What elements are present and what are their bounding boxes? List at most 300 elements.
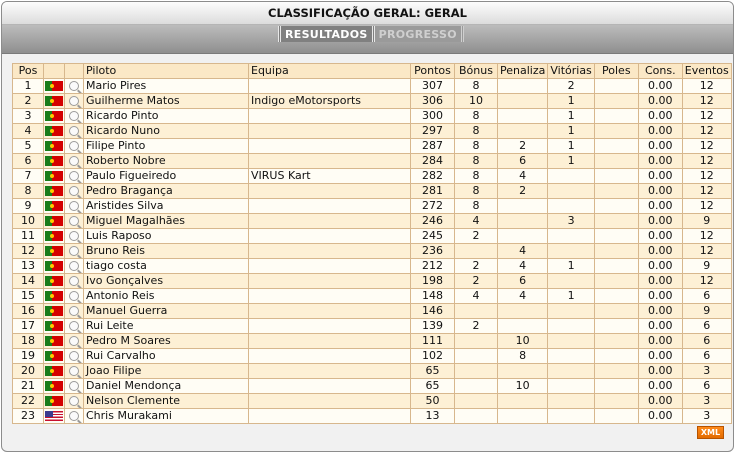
col-piloto[interactable]: Piloto bbox=[84, 64, 249, 79]
pos-cell: 16 bbox=[13, 304, 44, 319]
vitorias-cell: 3 bbox=[548, 214, 594, 229]
eventos-cell: 12 bbox=[682, 124, 731, 139]
penaliza-cell bbox=[498, 319, 548, 334]
magnifier-icon[interactable] bbox=[69, 231, 79, 241]
vitorias-cell bbox=[548, 349, 594, 364]
table-row bbox=[13, 169, 732, 184]
pt-flag-icon bbox=[45, 111, 63, 121]
pos-cell: 19 bbox=[13, 349, 44, 364]
details-cell[interactable] bbox=[65, 79, 84, 94]
penaliza-cell: 8 bbox=[498, 349, 548, 364]
magnifier-icon[interactable] bbox=[69, 156, 79, 166]
flag-cell bbox=[44, 124, 65, 139]
details-cell[interactable] bbox=[65, 94, 84, 109]
cons-cell: 0.00 bbox=[638, 154, 682, 169]
details-cell[interactable] bbox=[65, 184, 84, 199]
magnifier-icon[interactable] bbox=[69, 276, 79, 286]
cons-cell: 0.00 bbox=[638, 229, 682, 244]
details-cell[interactable] bbox=[65, 229, 84, 244]
tab-progresso[interactable]: PROGRESSO bbox=[375, 26, 464, 42]
pt-flag-icon bbox=[45, 141, 63, 151]
standings-table-wrapper bbox=[12, 63, 732, 424]
pt-flag-icon bbox=[45, 126, 63, 136]
equipa-cell bbox=[249, 184, 411, 199]
pt-flag-icon bbox=[45, 351, 63, 361]
details-cell[interactable] bbox=[65, 409, 84, 424]
pos-cell: 6 bbox=[13, 154, 44, 169]
vitorias-cell bbox=[548, 304, 594, 319]
magnifier-icon[interactable] bbox=[69, 171, 79, 181]
magnifier-icon[interactable] bbox=[69, 81, 79, 91]
equipa-cell bbox=[249, 379, 411, 394]
poles-cell bbox=[594, 109, 638, 124]
equipa-cell bbox=[249, 199, 411, 214]
magnifier-icon[interactable] bbox=[69, 216, 79, 226]
poles-cell bbox=[594, 409, 638, 424]
flag-cell bbox=[44, 109, 65, 124]
pos-cell: 5 bbox=[13, 139, 44, 154]
piloto-cell[interactable]: Aristides Silva bbox=[84, 199, 249, 214]
pontos-cell: 198 bbox=[411, 274, 455, 289]
penaliza-cell bbox=[498, 79, 548, 94]
pos-cell: 17 bbox=[13, 319, 44, 334]
table-row bbox=[13, 364, 732, 379]
pos-cell: 7 bbox=[13, 169, 44, 184]
pos-cell: 13 bbox=[13, 259, 44, 274]
details-cell[interactable] bbox=[65, 109, 84, 124]
bonus-cell bbox=[455, 394, 498, 409]
flag-cell bbox=[44, 259, 65, 274]
penaliza-cell bbox=[498, 214, 548, 229]
pos-cell: 8 bbox=[13, 184, 44, 199]
bonus-cell: 8 bbox=[455, 139, 498, 154]
pontos-cell: 139 bbox=[411, 319, 455, 334]
piloto-cell[interactable]: Mario Pires bbox=[84, 79, 249, 94]
details-cell[interactable] bbox=[65, 274, 84, 289]
piloto-cell[interactable]: Joao Filipe bbox=[84, 364, 249, 379]
piloto-cell[interactable]: Ricardo Nuno bbox=[84, 124, 249, 139]
magnifier-icon[interactable] bbox=[69, 201, 79, 211]
poles-cell bbox=[594, 259, 638, 274]
magnifier-icon[interactable] bbox=[69, 96, 79, 106]
col-penaliza[interactable]: Penaliza bbox=[498, 64, 548, 79]
vitorias-cell bbox=[548, 394, 594, 409]
bonus-cell: 4 bbox=[455, 214, 498, 229]
details-cell[interactable] bbox=[65, 319, 84, 334]
details-cell[interactable] bbox=[65, 304, 84, 319]
bonus-cell: 2 bbox=[455, 274, 498, 289]
piloto-cell[interactable]: Roberto Nobre bbox=[84, 154, 249, 169]
bonus-cell: 2 bbox=[455, 259, 498, 274]
poles-cell bbox=[594, 379, 638, 394]
bonus-cell: 2 bbox=[455, 229, 498, 244]
cons-cell: 0.00 bbox=[638, 409, 682, 424]
table-row bbox=[13, 274, 732, 289]
piloto-cell[interactable]: Manuel Guerra bbox=[84, 304, 249, 319]
pontos-cell: 146 bbox=[411, 304, 455, 319]
piloto-cell[interactable]: Filipe Pinto bbox=[84, 139, 249, 154]
pos-cell: 4 bbox=[13, 124, 44, 139]
col-vitorias[interactable]: Vitórias bbox=[548, 64, 594, 79]
vitorias-cell: 1 bbox=[548, 289, 594, 304]
pontos-cell: 245 bbox=[411, 229, 455, 244]
vitorias-cell bbox=[548, 379, 594, 394]
cons-cell: 0.00 bbox=[638, 139, 682, 154]
pontos-cell: 102 bbox=[411, 349, 455, 364]
poles-cell bbox=[594, 169, 638, 184]
eventos-cell: 6 bbox=[682, 319, 731, 334]
details-cell[interactable] bbox=[65, 124, 84, 139]
piloto-cell[interactable]: Chris Murakami bbox=[84, 409, 249, 424]
vitorias-cell: 1 bbox=[548, 124, 594, 139]
flag-cell bbox=[44, 139, 65, 154]
piloto-cell[interactable]: Ricardo Pinto bbox=[84, 109, 249, 124]
poles-cell bbox=[594, 244, 638, 259]
cons-cell: 0.00 bbox=[638, 184, 682, 199]
details-cell[interactable] bbox=[65, 214, 84, 229]
flag-cell bbox=[44, 244, 65, 259]
table-row bbox=[13, 244, 732, 259]
magnifier-icon[interactable] bbox=[69, 366, 79, 376]
eventos-cell: 6 bbox=[682, 379, 731, 394]
piloto-cell[interactable]: Daniel Mendonça bbox=[84, 379, 249, 394]
vitorias-cell: 1 bbox=[548, 109, 594, 124]
vitorias-cell bbox=[548, 244, 594, 259]
pontos-cell: 307 bbox=[411, 79, 455, 94]
cons-cell: 0.00 bbox=[638, 274, 682, 289]
eventos-cell: 12 bbox=[682, 244, 731, 259]
pontos-cell: 212 bbox=[411, 259, 455, 274]
flag-cell bbox=[44, 169, 65, 184]
vitorias-cell: 1 bbox=[548, 94, 594, 109]
eventos-cell: 12 bbox=[682, 154, 731, 169]
cons-cell: 0.00 bbox=[638, 79, 682, 94]
penaliza-cell bbox=[498, 409, 548, 424]
poles-cell bbox=[594, 79, 638, 94]
col-poles[interactable]: Poles bbox=[594, 64, 638, 79]
magnifier-icon[interactable] bbox=[69, 381, 79, 391]
pos-cell: 14 bbox=[13, 274, 44, 289]
magnifier-icon[interactable] bbox=[69, 321, 79, 331]
penaliza-cell: 4 bbox=[498, 244, 548, 259]
equipa-cell bbox=[249, 214, 411, 229]
flag-cell bbox=[44, 379, 65, 394]
eventos-cell: 9 bbox=[682, 259, 731, 274]
flag-cell bbox=[44, 289, 65, 304]
equipa-cell: Indigo eMotorsports bbox=[249, 94, 411, 109]
penaliza-cell bbox=[498, 124, 548, 139]
piloto-cell[interactable]: Guilherme Matos bbox=[84, 94, 249, 109]
eventos-cell: 9 bbox=[682, 304, 731, 319]
penaliza-cell: 6 bbox=[498, 274, 548, 289]
penaliza-cell bbox=[498, 229, 548, 244]
bonus-cell: 8 bbox=[455, 184, 498, 199]
table-row bbox=[13, 94, 732, 109]
piloto-cell[interactable]: Bruno Reis bbox=[84, 244, 249, 259]
flag-cell bbox=[44, 349, 65, 364]
cons-cell: 0.00 bbox=[638, 94, 682, 109]
pontos-cell: 272 bbox=[411, 199, 455, 214]
magnifier-icon[interactable] bbox=[69, 111, 79, 121]
penaliza-cell bbox=[498, 394, 548, 409]
table-row bbox=[13, 79, 732, 94]
cons-cell: 0.00 bbox=[638, 259, 682, 274]
bonus-cell bbox=[455, 379, 498, 394]
pt-flag-icon bbox=[45, 201, 63, 211]
eventos-cell: 12 bbox=[682, 139, 731, 154]
details-cell[interactable] bbox=[65, 349, 84, 364]
col-eventos[interactable]: Eventos bbox=[682, 64, 731, 79]
equipa-cell bbox=[249, 274, 411, 289]
cons-cell: 0.00 bbox=[638, 364, 682, 379]
cons-cell: 0.00 bbox=[638, 124, 682, 139]
col-pontos[interactable]: Pontos bbox=[411, 64, 455, 79]
bonus-cell bbox=[455, 304, 498, 319]
cons-cell: 0.00 bbox=[638, 289, 682, 304]
pt-flag-icon bbox=[45, 306, 63, 316]
cons-cell: 0.00 bbox=[638, 109, 682, 124]
pt-flag-icon bbox=[45, 96, 63, 106]
flag-cell bbox=[44, 199, 65, 214]
pt-flag-icon bbox=[45, 261, 63, 271]
flag-cell bbox=[44, 229, 65, 244]
magnifier-icon[interactable] bbox=[69, 351, 79, 361]
col-flag bbox=[44, 64, 65, 79]
cons-cell: 0.00 bbox=[638, 199, 682, 214]
tab-bar bbox=[2, 25, 733, 54]
details-cell[interactable] bbox=[65, 244, 84, 259]
magnifier-icon[interactable] bbox=[69, 246, 79, 256]
pontos-cell: 111 bbox=[411, 334, 455, 349]
details-cell[interactable] bbox=[65, 199, 84, 214]
details-cell[interactable] bbox=[65, 364, 84, 379]
bonus-cell: 8 bbox=[455, 109, 498, 124]
eventos-cell: 12 bbox=[682, 79, 731, 94]
poles-cell bbox=[594, 394, 638, 409]
pontos-cell: 246 bbox=[411, 214, 455, 229]
magnifier-icon[interactable] bbox=[69, 141, 79, 151]
cons-cell: 0.00 bbox=[638, 214, 682, 229]
bonus-cell: 8 bbox=[455, 79, 498, 94]
piloto-cell[interactable]: Antonio Reis bbox=[84, 289, 249, 304]
col-details bbox=[65, 64, 84, 79]
cons-cell: 0.00 bbox=[638, 379, 682, 394]
magnifier-icon[interactable] bbox=[69, 336, 79, 346]
details-cell[interactable] bbox=[65, 169, 84, 184]
table-row bbox=[13, 184, 732, 199]
piloto-cell[interactable]: Miguel Magalhães bbox=[84, 214, 249, 229]
magnifier-icon[interactable] bbox=[69, 186, 79, 196]
equipa-cell bbox=[249, 364, 411, 379]
equipa-cell bbox=[249, 79, 411, 94]
pt-flag-icon bbox=[45, 216, 63, 226]
piloto-cell[interactable]: Pedro Bragança bbox=[84, 184, 249, 199]
eventos-cell: 6 bbox=[682, 334, 731, 349]
pos-cell: 9 bbox=[13, 199, 44, 214]
bonus-cell: 8 bbox=[455, 154, 498, 169]
magnifier-icon[interactable] bbox=[69, 306, 79, 316]
col-pos[interactable]: Pos bbox=[13, 64, 44, 79]
pos-cell: 2 bbox=[13, 94, 44, 109]
vitorias-cell bbox=[548, 319, 594, 334]
table-row bbox=[13, 124, 732, 139]
cons-cell: 0.00 bbox=[638, 334, 682, 349]
details-cell[interactable] bbox=[65, 139, 84, 154]
penaliza-cell bbox=[498, 109, 548, 124]
details-cell[interactable] bbox=[65, 379, 84, 394]
details-cell[interactable] bbox=[65, 154, 84, 169]
magnifier-icon[interactable] bbox=[69, 261, 79, 271]
col-bonus[interactable]: Bónus bbox=[455, 64, 498, 79]
piloto-cell[interactable]: Rui Leite bbox=[84, 319, 249, 334]
penaliza-cell: 2 bbox=[498, 139, 548, 154]
eventos-cell: 6 bbox=[682, 289, 731, 304]
magnifier-icon[interactable] bbox=[69, 126, 79, 136]
equipa-cell bbox=[249, 319, 411, 334]
table-row bbox=[13, 109, 732, 124]
table-row bbox=[13, 154, 732, 169]
pos-cell: 1 bbox=[13, 79, 44, 94]
table-row bbox=[13, 259, 732, 274]
eventos-cell: 12 bbox=[682, 184, 731, 199]
penaliza-cell: 2 bbox=[498, 184, 548, 199]
poles-cell bbox=[594, 199, 638, 214]
poles-cell bbox=[594, 139, 638, 154]
us-flag-icon bbox=[45, 411, 63, 421]
penaliza-cell: 4 bbox=[498, 169, 548, 184]
equipa-cell bbox=[249, 349, 411, 364]
magnifier-icon[interactable] bbox=[69, 396, 79, 406]
poles-cell bbox=[594, 94, 638, 109]
details-cell[interactable] bbox=[65, 259, 84, 274]
pos-cell: 12 bbox=[13, 244, 44, 259]
equipa-cell bbox=[249, 259, 411, 274]
penaliza-cell bbox=[498, 199, 548, 214]
eventos-cell: 3 bbox=[682, 409, 731, 424]
equipa-cell bbox=[249, 139, 411, 154]
penaliza-cell bbox=[498, 364, 548, 379]
equipa-cell bbox=[249, 394, 411, 409]
details-cell[interactable] bbox=[65, 289, 84, 304]
table-row bbox=[13, 394, 732, 409]
poles-cell bbox=[594, 349, 638, 364]
eventos-cell: 12 bbox=[682, 109, 731, 124]
pontos-cell: 50 bbox=[411, 394, 455, 409]
pt-flag-icon bbox=[45, 336, 63, 346]
pontos-cell: 13 bbox=[411, 409, 455, 424]
flag-cell bbox=[44, 409, 65, 424]
magnifier-icon[interactable] bbox=[69, 291, 79, 301]
bonus-cell: 10 bbox=[455, 94, 498, 109]
bonus-cell bbox=[455, 334, 498, 349]
cons-cell: 0.00 bbox=[638, 394, 682, 409]
bonus-cell: 8 bbox=[455, 199, 498, 214]
penaliza-cell bbox=[498, 304, 548, 319]
poles-cell bbox=[594, 124, 638, 139]
pos-cell: 11 bbox=[13, 229, 44, 244]
poles-cell bbox=[594, 214, 638, 229]
piloto-cell[interactable]: Paulo Figueiredo bbox=[84, 169, 249, 184]
table-row bbox=[13, 319, 732, 334]
pos-cell: 22 bbox=[13, 394, 44, 409]
flag-cell bbox=[44, 394, 65, 409]
pontos-cell: 65 bbox=[411, 364, 455, 379]
pontos-cell: 297 bbox=[411, 124, 455, 139]
bonus-cell: 2 bbox=[455, 319, 498, 334]
eventos-cell: 12 bbox=[682, 229, 731, 244]
piloto-cell[interactable]: Rui Carvalho bbox=[84, 349, 249, 364]
equipa-cell bbox=[249, 109, 411, 124]
eventos-cell: 12 bbox=[682, 169, 731, 184]
poles-cell bbox=[594, 304, 638, 319]
piloto-cell[interactable]: Luis Raposo bbox=[84, 229, 249, 244]
pt-flag-icon bbox=[45, 366, 63, 376]
col-equipa[interactable]: Equipa bbox=[249, 64, 411, 79]
xml-export-button[interactable]: XML bbox=[697, 426, 724, 439]
table-row bbox=[13, 139, 732, 154]
poles-cell bbox=[594, 364, 638, 379]
vitorias-cell bbox=[548, 169, 594, 184]
details-cell[interactable] bbox=[65, 394, 84, 409]
flag-cell bbox=[44, 364, 65, 379]
pt-flag-icon bbox=[45, 381, 63, 391]
table-row bbox=[13, 229, 732, 244]
eventos-cell: 12 bbox=[682, 274, 731, 289]
flag-cell bbox=[44, 334, 65, 349]
equipa-cell bbox=[249, 409, 411, 424]
tab-resultados[interactable]: RESULTADOS bbox=[278, 26, 375, 42]
poles-cell bbox=[594, 274, 638, 289]
pt-flag-icon bbox=[45, 171, 63, 181]
pontos-cell: 148 bbox=[411, 289, 455, 304]
pontos-cell: 306 bbox=[411, 94, 455, 109]
poles-cell bbox=[594, 229, 638, 244]
vitorias-cell bbox=[548, 409, 594, 424]
equipa-cell bbox=[249, 244, 411, 259]
cons-cell: 0.00 bbox=[638, 304, 682, 319]
piloto-cell[interactable]: Ivo Gonçalves bbox=[84, 274, 249, 289]
flag-cell bbox=[44, 94, 65, 109]
cons-cell: 0.00 bbox=[638, 349, 682, 364]
vitorias-cell bbox=[548, 229, 594, 244]
table-row bbox=[13, 409, 732, 424]
vitorias-cell bbox=[548, 199, 594, 214]
penaliza-cell: 10 bbox=[498, 379, 548, 394]
pontos-cell: 236 bbox=[411, 244, 455, 259]
vitorias-cell: 1 bbox=[548, 154, 594, 169]
piloto-cell[interactable]: Pedro M Soares bbox=[84, 334, 249, 349]
piloto-cell[interactable]: Nelson Clemente bbox=[84, 394, 249, 409]
cons-cell: 0.00 bbox=[638, 244, 682, 259]
magnifier-icon[interactable] bbox=[69, 411, 79, 421]
table-row bbox=[13, 349, 732, 364]
piloto-cell[interactable]: tiago costa bbox=[84, 259, 249, 274]
equipa-cell bbox=[249, 304, 411, 319]
pt-flag-icon bbox=[45, 321, 63, 331]
eventos-cell: 9 bbox=[682, 214, 731, 229]
cons-cell: 0.00 bbox=[638, 319, 682, 334]
col-cons[interactable]: Cons. bbox=[638, 64, 682, 79]
equipa-cell: VIRUS Kart bbox=[249, 169, 411, 184]
table-row bbox=[13, 199, 732, 214]
pt-flag-icon bbox=[45, 231, 63, 241]
pt-flag-icon bbox=[45, 81, 63, 91]
pt-flag-icon bbox=[45, 246, 63, 256]
details-cell[interactable] bbox=[65, 334, 84, 349]
eventos-cell: 3 bbox=[682, 364, 731, 379]
pontos-cell: 65 bbox=[411, 379, 455, 394]
pt-flag-icon bbox=[45, 186, 63, 196]
